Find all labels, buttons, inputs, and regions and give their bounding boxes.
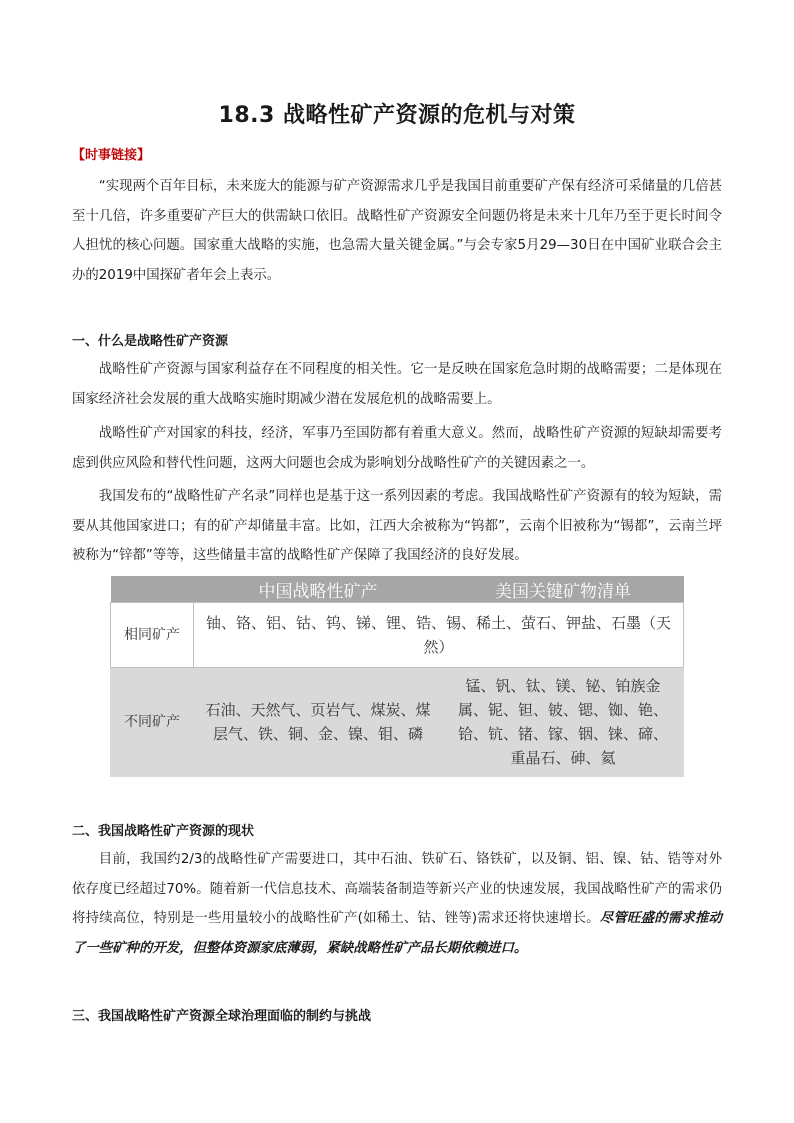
section-3-heading: 三、我国战略性矿产资源全球治理面临的制约与挑战 — [72, 1009, 372, 1024]
different-minerals-china: 石油、天然气、页岩气、煤炭、煤层气、铁、铜、金、镍、钼、磷 — [194, 668, 443, 777]
section-1-heading: 一、什么是战略性矿产资源 — [72, 334, 229, 349]
section-2-emphasis: 尽管旺盛的需求推动了一些矿种的开发，但整体资源家底薄弱，紧缺战略性矿产品长期依赖进口。 — [72, 910, 722, 956]
different-minerals-label: 不同矿产 — [111, 668, 194, 777]
header-us-critical-minerals: 美国关键矿物清单 — [443, 576, 684, 603]
section-2-heading: 二、我国战略性矿产资源的现状 — [72, 824, 255, 839]
intro-paragraph: “实现两个百年目标，未来庞大的能源与矿产资源需求几乎是我国目前重要矿产保有经济可采储量的几倍甚至十几倍，许多重要矿产巨大的供需缺口依旧。战略性矿产资源安全问题仍将是未来十几年乃至于更长时间令人担忧的核心问题。国家重大战略的实施，也急需大量关键金属。”与会专家5月29—30日在中国矿业联合会主办的2019中国探矿者年会上表示。 — [72, 179, 722, 283]
same-minerals-label: 相同矿产 — [111, 603, 194, 668]
section-2-text: 目前，我国约2/3的战略性矿产需要进口，其中石油、铁矿石、铬铁矿，以及铜、铝、镍、钴、锆等对外依存度已经超过70%。随着新一代信息技术、高端装备制造等新兴产业的快速发展，我国战略性矿产的需求仍将持续高位，特别是一些用量较小的战略性矿产(如稀土、钴、锉等)需求还将快速增长。 — [72, 852, 722, 926]
table-row-different-minerals — [111, 668, 684, 777]
news-link-tag: 【时事链接】 — [72, 148, 151, 163]
different-minerals-us: 锰、钒、钛、镁、铋、铂族金属、铌、钽、铍、锶、铷、铯、铪、钪、锗、镓、铟、铼、碲、重晶石、砷、氦 — [443, 668, 684, 777]
header-china-strategic-minerals: 中国战略性矿产 — [194, 576, 443, 603]
section-2-paragraph-1 — [72, 845, 722, 963]
table-row-same-minerals — [111, 603, 684, 668]
section-1-paragraph-3: 我国发布的“战略性矿产名录”同样也是基于这一系列因素的考虑。我国战略性矿产资源有的较为短缺，需要从其他国家进口；有的矿产却储量丰富。比如，江西大余被称为“钨都”，云南个旧被称为“锡都”，云南兰坪被称为“锌都”等等，这些储量丰富的战略性矿产保障了我国经济的良好发展。 — [72, 489, 722, 563]
section-1-paragraph-2: 战略性矿产对国家的科技，经济，军事乃至国防都有着重大意义。然而，战略性矿产资源的短缺却需要考虑到供应风险和替代性问题，这两大问题也会成为影响划分战略性矿产的关键因素之一。 — [72, 426, 722, 471]
page-title: 18.3 战略性矿产资源的危机与对策 — [218, 103, 576, 128]
minerals-comparison-table — [110, 576, 684, 777]
table-corner-cell — [111, 576, 194, 603]
table-header-row — [111, 576, 684, 603]
section-1-paragraph-1: 战略性矿产资源与国家利益存在不同程度的相关性。它一是反映在国家危急时期的战略需要；二是体现在国家经济社会发展的重大战略实施时期减少潜在发展危机的战略需要上。 — [72, 362, 722, 407]
same-minerals-value: 铀、铬、铝、钴、钨、锑、锂、锆、锡、稀土、萤石、钾盐、石墨（天然） — [194, 603, 684, 668]
